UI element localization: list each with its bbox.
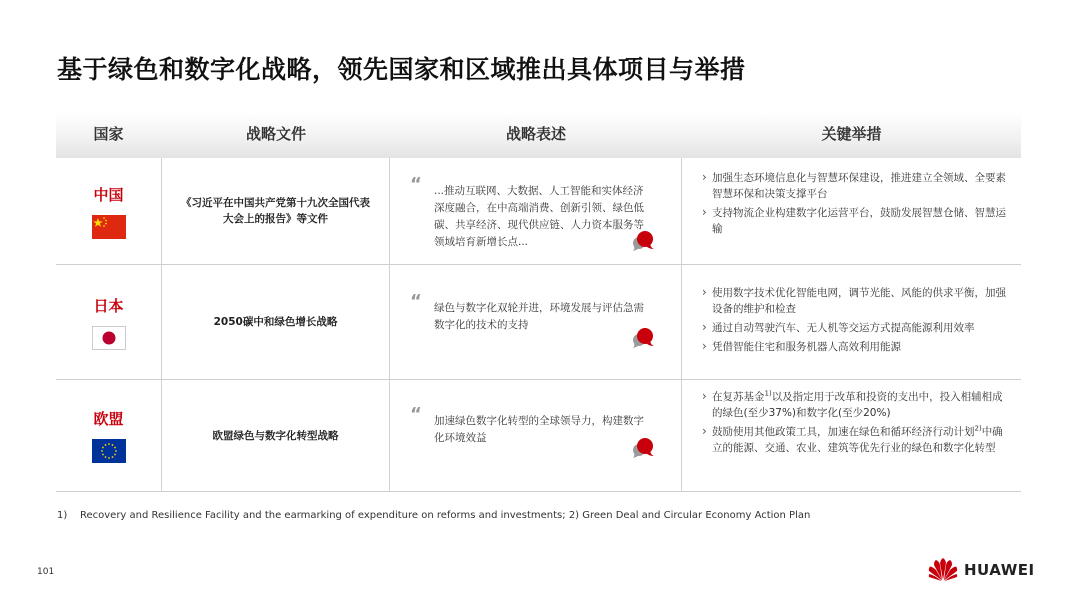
measure-item: › 在复苏基金$^{1)}$以及指定用于改革和投资的支出中，投入相辅相成的绿色(至少37%)和数字化(至少20%) [702, 389, 1007, 421]
eu-star-icon [115, 450, 117, 452]
strategy-description-cell [390, 380, 681, 491]
page-number: 101 [37, 567, 55, 577]
table-row-japan [56, 265, 1021, 380]
country-name: 欧盟 [93, 410, 124, 428]
country-name: 中国 [93, 185, 124, 204]
strategy-description: ...推动互联网、大数据、人工智能和实体经济深度融合，在中高端消费、创新引领、绿色低碳、共享经济、现代供应链、人力资本服务等领域培育新增长点... [434, 185, 644, 248]
quote-icon: “ [410, 174, 422, 195]
header-measures: 关键举措 [821, 125, 882, 143]
header-description: 战略表述 [505, 125, 566, 143]
huawei-flower-icon [928, 558, 958, 582]
strategy-document: 2050碳中和绿色增长战略 [213, 316, 338, 328]
strategy-description-cell [390, 158, 681, 264]
key-measures-cell [682, 380, 1021, 491]
strategy-description-cell [390, 265, 681, 379]
eu-star-icon [111, 456, 113, 458]
key-measures-cell [682, 265, 1021, 379]
key-measures-cell [682, 158, 1021, 264]
measure-item: › 支持物流企业构建数字化运营平台，鼓励发展智慧仓储、智慧运输 [702, 205, 1007, 237]
measure-item: › 通过自动驾驶汽车、无人机等交运方式提高能源利用效率 [702, 320, 1007, 336]
strategy-description: 加速绿色数字化转型的全球领导力，构建数字化环境效益 [434, 415, 644, 444]
strategy-description: 绿色与数字化双轮并进，环境发展与评估急需数字化的技术的支持 [434, 302, 644, 331]
strategy-document: 欧盟绿色与数字化转型战略 [212, 429, 339, 442]
eu-star-icon [114, 454, 116, 456]
strategy-document: 《习近平在中国共产党第十九次全国代表大会上的报告》等文件 [181, 197, 370, 225]
eu-star-icon [114, 447, 116, 449]
measure-item: › 鼓励使用其他政策工具，加速在绿色和循环经济行动计划$^{2)}$中确立的能源、交通、农业、建筑等优先行业的绿色和数字化转型 [702, 424, 1007, 456]
table-row-china [56, 158, 1021, 265]
eu-star-icon [108, 443, 110, 445]
eu-star-icon [111, 444, 113, 446]
strategy-table [56, 112, 1021, 492]
measure-item: › 使用数字技术优化智能电网，调节光能、风能的供求平衡，加强设备的维护和检查 [702, 285, 1007, 317]
quote-icon: “ [410, 404, 422, 425]
eu-star-icon [104, 444, 106, 446]
eu-star-icon [108, 457, 110, 459]
eu-star-icon [102, 447, 104, 449]
eu-star-icon [104, 456, 106, 458]
country-cell [56, 265, 161, 379]
speech-bubble-icon [631, 325, 655, 349]
eu-flag-icon [92, 439, 126, 463]
footnote: 1) Recovery and Resilience Facility and the earmarking of expenditure on reforms and investments; 2) Green Deal and Circular Economy Action Plan [57, 510, 811, 521]
table-header [56, 112, 1021, 158]
measure-item: › 加强生态环境信息化与智慧环保建设，推进建立全领域、全要素智慧环保和决策支撑平台 [702, 170, 1007, 202]
japan-flag-icon [92, 326, 126, 350]
quote-icon: “ [410, 291, 422, 312]
speech-bubble-icon [631, 228, 655, 252]
table-row-eu [56, 380, 1021, 492]
measure-item: › 凭借智能住宅和服务机器人高效利用能源 [702, 339, 1007, 355]
brand-name: HUAWEI [964, 561, 1035, 579]
eu-star-icon [102, 454, 104, 456]
huawei-logo [928, 558, 1035, 582]
country-cell [56, 380, 161, 491]
header-document: 战略文件 [245, 125, 306, 143]
eu-star-icon [101, 450, 103, 452]
country-cell [56, 158, 161, 264]
page-title: 基于绿色和数字化战略，领先国家和区域推出具体项目与举措 [57, 55, 746, 84]
header-country: 国家 [93, 125, 124, 143]
china-flag-icon [92, 215, 126, 239]
speech-bubble-icon [631, 435, 655, 459]
country-name: 日本 [93, 296, 124, 315]
